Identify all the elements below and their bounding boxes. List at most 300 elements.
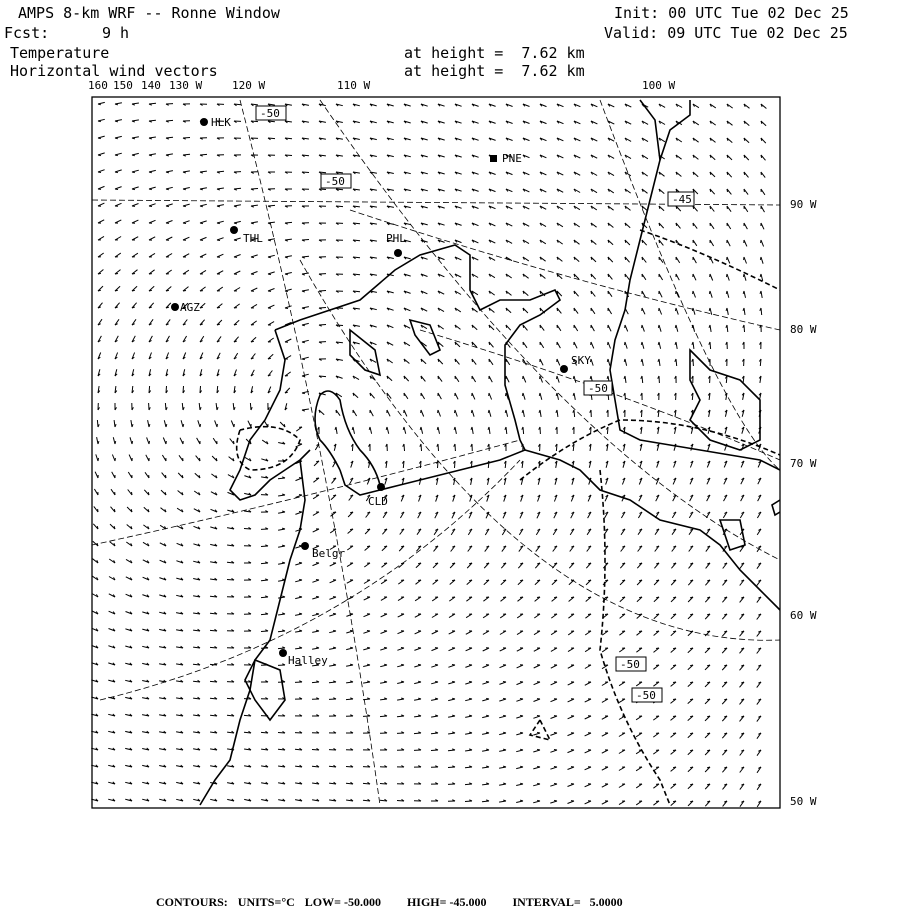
wind-vector [149, 237, 155, 240]
wind-vector-head [503, 766, 506, 767]
wind-vector-head [384, 647, 387, 648]
wind-vector-head [132, 172, 135, 173]
wind-vector-head [537, 800, 540, 801]
wind-vector [312, 631, 319, 632]
wind-vector-head [472, 359, 473, 362]
wind-vector-head [115, 121, 118, 122]
wind-vector-head [234, 324, 237, 325]
wind-vector-head [367, 631, 370, 632]
wind-vector-head [469, 580, 472, 581]
wind-vector-head [673, 682, 676, 683]
wind-vector [448, 733, 455, 734]
wind-vector-head [166, 290, 169, 291]
wind-vector [112, 455, 115, 462]
wind-vector [659, 274, 663, 280]
wind-vector [516, 733, 523, 735]
wind-vector [381, 597, 387, 600]
station-dot [560, 365, 568, 373]
wind-vector-head [588, 614, 591, 615]
wind-vector [268, 205, 275, 206]
wind-vector-head [690, 767, 693, 768]
wind-vector-head [469, 698, 472, 699]
wind-vector-head [200, 307, 203, 308]
wind-vector-head [557, 376, 558, 379]
wind-vector [182, 403, 183, 410]
wind-vector [295, 597, 302, 599]
wind-vector [523, 427, 524, 434]
station-label-belgr: Belgr [312, 547, 345, 560]
wind-vector-head [709, 308, 710, 311]
wind-vector [295, 546, 302, 548]
wind-vector-head [115, 155, 118, 156]
wind-vector [217, 171, 224, 172]
wind-vector-head [149, 424, 150, 427]
wind-vector-head [642, 240, 643, 243]
wind-vector [574, 410, 575, 417]
contour-label: -45 [672, 193, 692, 206]
contour-label: -50 [325, 175, 345, 188]
wind-vector-head [333, 664, 336, 665]
wind-vector [353, 410, 357, 416]
wind-vector [516, 767, 523, 769]
wind-vector-head [421, 376, 422, 379]
height-1: at height = 7.62 km [404, 44, 585, 62]
wind-vector-head [520, 732, 523, 733]
wind-vector-head [299, 630, 302, 631]
wind-vector-head [520, 699, 523, 700]
top-longitude-labels [88, 79, 675, 92]
wind-vector [448, 716, 455, 717]
wind-vector [97, 437, 98, 444]
wind-vector-head [554, 800, 557, 801]
wind-vector-head [302, 308, 305, 309]
wind-vector [302, 409, 309, 410]
wind-vector-head [149, 189, 152, 190]
wind-vector [499, 784, 506, 785]
height-2: at height = 7.62 km [404, 62, 585, 80]
wind-vector [363, 631, 370, 633]
wind-vector [166, 237, 172, 240]
wind-vector [162, 455, 166, 461]
wind-vector [465, 733, 472, 734]
wind-vector-head [437, 427, 438, 430]
wind-vector [619, 801, 625, 805]
wind-vector-head [200, 458, 201, 461]
wind-vector-head [285, 291, 288, 292]
wind-vector [346, 699, 353, 700]
wind-vector-head [166, 172, 169, 173]
wind-vector-head [522, 393, 523, 396]
wind-vector [482, 733, 489, 734]
wind-vector [431, 682, 438, 684]
wind-vector [166, 187, 173, 189]
wind-vector [727, 240, 730, 246]
wind-vector [166, 171, 173, 172]
wind-vector [710, 240, 714, 246]
wind-vector-head [200, 189, 203, 190]
wind-vector-head [166, 206, 169, 207]
wind-vector-head [299, 596, 302, 597]
wind-vector [693, 291, 696, 298]
wind-vector [285, 256, 292, 257]
wind-vector [234, 271, 240, 274]
wind-vector [234, 255, 241, 258]
wind-vector-head [148, 492, 149, 495]
wind-vector [608, 342, 611, 349]
wind-vector [761, 274, 763, 281]
wind-vector-head [503, 682, 506, 683]
wind-vector-head [384, 681, 387, 682]
wind-vector-head [302, 274, 305, 275]
wind-vector-head [455, 359, 456, 362]
wind-vector-head [299, 613, 302, 614]
wind-vector-head [149, 441, 150, 444]
wind-vector-head [452, 732, 455, 733]
wind-vector-head [234, 223, 237, 224]
wind-vector-head [282, 613, 285, 614]
wind-vector-head [690, 750, 693, 751]
wind-vector-head [673, 716, 676, 717]
station-label-sky: SKY [571, 354, 591, 367]
wind-vector-head [166, 189, 169, 190]
wind-vector [302, 290, 309, 291]
wind-vector-head [251, 223, 254, 224]
wind-vector [761, 291, 762, 298]
wind-vector [523, 376, 526, 382]
wind-vector-head [183, 223, 186, 224]
wind-vector-head [590, 376, 591, 379]
contour-legend [150, 880, 633, 910]
wind-vector [128, 472, 132, 478]
wind-vector [285, 222, 292, 223]
wind-vector [397, 648, 404, 650]
wind-vector [132, 153, 139, 155]
wind-vector [727, 257, 730, 263]
wind-vector-head [658, 359, 659, 362]
wind-vector [166, 204, 173, 206]
lon-label: 100 W [642, 79, 675, 92]
wind-vector-head [316, 613, 319, 614]
field-wind-vectors: Horizontal wind vectors [10, 62, 218, 80]
wind-vector [568, 784, 575, 787]
wind-vector [183, 171, 190, 172]
wind-vector [183, 221, 190, 223]
wind-vector [397, 682, 404, 684]
wind-vector-head [675, 342, 676, 345]
wind-vector-head [486, 732, 489, 733]
wind-vector-head [554, 750, 557, 751]
wind-vector [744, 257, 747, 264]
wind-vector [557, 410, 558, 417]
wind-vector [568, 767, 575, 770]
wind-vector [268, 289, 275, 292]
wind-vector [676, 359, 677, 366]
wind-vector-head [656, 648, 659, 649]
wind-vector [216, 403, 217, 410]
lon-label: 140 [141, 79, 161, 92]
lon-label: 160 [88, 79, 108, 92]
wind-vector-head [132, 424, 133, 427]
wind-vector-head [539, 410, 540, 413]
wind-vector [166, 154, 173, 155]
wind-vector-head [676, 223, 677, 226]
wind-vector-head [98, 458, 99, 461]
wind-vector-head [333, 512, 336, 513]
wind-vector [472, 376, 476, 382]
wind-vector-head [115, 441, 116, 444]
wind-vector-head [469, 715, 472, 716]
wind-vector [302, 273, 309, 274]
wind-vector-head [690, 733, 693, 734]
wind-vector-head [554, 733, 557, 734]
wind-vector-head [659, 223, 660, 226]
wind-vector-head [486, 749, 489, 750]
wind-vector-head [537, 783, 540, 784]
wind-vector [295, 529, 302, 531]
wind-vector-head [760, 257, 761, 260]
wind-vector [370, 427, 372, 434]
wind-vector-head [403, 427, 404, 430]
wind-vector-head [503, 749, 506, 750]
wind-vector [676, 308, 678, 315]
wind-vector [431, 665, 438, 667]
wind-vector-head [404, 376, 405, 379]
wind-vector-head [418, 563, 421, 564]
wind-vector [251, 255, 258, 257]
wind-vector-head [469, 681, 472, 682]
wind-vector-head [452, 715, 455, 716]
wind-vector [183, 237, 189, 240]
wind-vector-head [251, 257, 254, 258]
wind-vector [568, 750, 575, 753]
wind-vector [466, 631, 472, 634]
wind-vector-head [217, 307, 220, 308]
wind-vector [380, 699, 387, 700]
wind-vector [380, 665, 387, 667]
wind-vector-head [115, 138, 118, 139]
wind-vector-head [520, 715, 523, 716]
wind-vector-head [690, 699, 693, 700]
wind-vector-head [98, 172, 101, 173]
wind-vector [659, 325, 661, 332]
wind-vector [200, 204, 207, 206]
wind-vector-head [316, 630, 319, 631]
wind-vector [602, 733, 608, 736]
wind-vector [115, 120, 122, 121]
wind-vector [98, 153, 105, 155]
wind-vector-head [607, 359, 608, 362]
wind-vector [164, 420, 166, 427]
wind-vector-head [350, 529, 353, 530]
wind-vector [551, 665, 557, 668]
wind-vector-head [659, 240, 660, 243]
station-dot [230, 226, 238, 234]
wind-vector-head [503, 800, 506, 801]
wind-vector-head [537, 749, 540, 750]
wind-vector [533, 733, 540, 735]
station-labels [180, 116, 591, 667]
wind-vector-head [299, 562, 302, 563]
wind-vector [98, 170, 105, 172]
wind-vector [115, 187, 122, 189]
wind-vector [183, 204, 190, 206]
wind-vector [421, 427, 423, 434]
wind-vector [261, 614, 268, 615]
wind-vector-head [588, 597, 591, 598]
wind-vector [449, 614, 455, 618]
wind-vector [364, 614, 371, 617]
wind-vector [98, 186, 105, 189]
wind-vector-head [471, 427, 472, 430]
wind-vector-head [673, 648, 676, 649]
wind-vector [414, 682, 421, 684]
wind-vector [380, 648, 387, 650]
wind-vector [398, 631, 405, 634]
wind-vector [295, 580, 302, 582]
wind-vector [455, 427, 456, 434]
wind-vector-head [608, 274, 609, 277]
low-value: LOW= -50.000 [305, 895, 381, 909]
wind-vector [347, 563, 353, 567]
wind-vector-head [520, 749, 523, 750]
forecast-label: Fcst: [4, 24, 49, 42]
wind-vector [234, 205, 241, 206]
wind-vector-head [166, 424, 167, 427]
wind-vector [98, 236, 104, 240]
wind-vector [313, 563, 320, 566]
wind-vector [455, 410, 457, 417]
wind-vector-head [435, 580, 438, 581]
wind-vector-head [333, 613, 336, 614]
wind-vector-head [554, 597, 557, 598]
wind-vector-head [520, 766, 523, 767]
wind-vector-head [268, 274, 271, 275]
wind-vector-head [625, 342, 626, 345]
wind-vector [482, 716, 489, 718]
contour-label: -50 [588, 382, 608, 395]
wind-vector-head [503, 580, 506, 581]
wind-vector-head [401, 698, 404, 699]
wind-vector [472, 427, 473, 434]
wind-vector-head [183, 172, 186, 173]
wind-vector-head [302, 393, 305, 394]
wind-vector-head [744, 172, 745, 175]
wind-vector [132, 204, 139, 207]
wind-vector [329, 665, 336, 666]
wind-vector-head [622, 597, 625, 598]
wind-vector-head [316, 478, 319, 479]
wind-vector [312, 648, 319, 649]
wind-vector-head [455, 410, 456, 413]
temperature-contours [237, 230, 780, 805]
wind-vector [404, 444, 405, 451]
wind-vector-head [132, 290, 135, 291]
map-title: AMPS 8-km WRF -- Ronne Window [18, 4, 280, 22]
wind-vector-head [98, 121, 101, 122]
wind-vector [149, 170, 156, 172]
wind-vector-head [743, 274, 744, 277]
wind-vector [432, 631, 438, 634]
wind-vector [466, 648, 472, 651]
wind-vector-head [114, 509, 115, 512]
wind-vector [165, 403, 166, 410]
wind-vector-head [401, 681, 404, 682]
wind-vector [499, 733, 506, 735]
wind-vector [550, 784, 557, 786]
wind-vector [398, 597, 404, 601]
wind-vector-head [506, 325, 507, 328]
wind-vector-head [761, 155, 762, 158]
wind-vector-head [98, 138, 101, 139]
wind-vector-head [149, 155, 152, 156]
wind-vector-head [591, 291, 592, 294]
wind-vector-head [98, 104, 101, 105]
wind-vector-head [132, 155, 135, 156]
wind-vector [115, 136, 122, 138]
wind-vector-head [115, 189, 118, 190]
wind-vector-head [710, 189, 711, 192]
wind-vector [302, 323, 309, 325]
wind-vector [482, 784, 489, 785]
wind-vector [149, 204, 156, 206]
wind-vector [132, 187, 139, 189]
valid-time: Valid: 09 UTC Tue 02 Dec 25 [604, 24, 848, 42]
wind-vector-head [454, 427, 455, 430]
wind-vector-head [537, 716, 540, 717]
wind-vector-head [673, 750, 676, 751]
wind-vector-head [350, 664, 353, 665]
wind-vector-head [505, 410, 506, 413]
wind-vector [676, 325, 678, 332]
wind-vector [499, 682, 506, 684]
wind-vector [148, 420, 149, 427]
wind-vector [251, 272, 258, 275]
wind-vector-head [435, 715, 438, 716]
wind-vector [414, 716, 421, 717]
wind-vector-head [656, 801, 659, 802]
wind-vector-head [333, 647, 336, 648]
lat-label: 60 W [790, 609, 817, 622]
wind-vector-head [386, 427, 387, 430]
wind-vector-head [452, 665, 455, 666]
wind-vector-head [282, 511, 285, 512]
wind-vector [397, 699, 404, 700]
wind-vector [602, 699, 608, 702]
wind-vector [642, 291, 645, 297]
wind-vector [574, 325, 578, 331]
wind-vector-head [523, 325, 524, 328]
wind-vector-head [98, 441, 99, 444]
wind-vector-head [217, 223, 220, 224]
wind-vector-head [435, 698, 438, 699]
wind-vector-head [333, 630, 336, 631]
wind-vector-head [673, 784, 676, 785]
wind-vector [533, 716, 540, 718]
wind-vector [268, 322, 274, 325]
wind-vector-head [573, 393, 574, 396]
right-latitude-labels [790, 198, 817, 808]
wind-vector [482, 699, 489, 701]
wind-vector-head [384, 563, 387, 564]
wind-vector [98, 136, 105, 138]
wind-vector [693, 257, 696, 263]
wind-vector [98, 102, 105, 104]
wind-vector [302, 357, 309, 359]
init-time: Init: 00 UTC Tue 02 Dec 25 [614, 4, 849, 22]
lat-label: 50 W [790, 795, 817, 808]
lat-label: 70 W [790, 457, 817, 470]
wind-vector-head [452, 580, 455, 581]
